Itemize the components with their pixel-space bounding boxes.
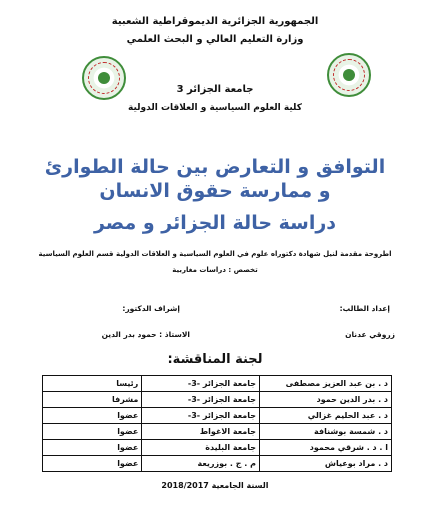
member-institution: جامعة الاغواط <box>142 424 260 440</box>
member-role: عضوا <box>43 456 142 472</box>
member-name: د . بن عبد العزيز مصطفى <box>259 376 391 392</box>
table-row <box>43 376 392 392</box>
member-role: عضوا <box>43 408 142 424</box>
member-name: د . مراد بوعياش <box>259 456 391 472</box>
member-institution: جامعة الجزائر -3- <box>142 408 260 424</box>
faculty-name: كلية العلوم السياسية و العلاقات الدولية <box>128 103 302 113</box>
supervisor-label: إشراف الدكتور: <box>122 304 180 313</box>
student-name: زروقي عدنان <box>345 330 395 339</box>
member-role: عضوا <box>43 440 142 456</box>
member-name: ا . د . شرقي محمود <box>259 440 391 456</box>
member-institution: جامعة الجزائر -3- <box>142 376 260 392</box>
table-row <box>43 408 392 424</box>
university-name: جامعة الجزائر 3 <box>176 84 254 95</box>
table-row <box>43 392 392 408</box>
table-row <box>43 424 392 440</box>
thesis-title-line2: و ممارسة حقوق الانسان <box>99 180 331 202</box>
thesis-description: اطروحة مقدمة لنيل شهادة دكتوراه علوم في العلوم السياسية و العلاقات الدولية قسم العلوم السياسية <box>38 250 392 258</box>
member-name: د . شمسة بوشنافة <box>259 424 391 440</box>
specialization: تخصص : دراسات مغاربية <box>172 266 258 274</box>
member-role: عضوا <box>43 424 142 440</box>
ministry-name: وزارة التعليم العالي و البحث العلمي <box>126 34 304 45</box>
supervisor-name: الاستاذ : حمود بدر الدين <box>101 330 190 339</box>
member-name: د . بدر الدين حمود <box>259 392 391 408</box>
republic-name: الجمهورية الجزائرية الديموقراطية الشعبية <box>111 16 319 27</box>
student-label: إعداد الطالب: <box>339 304 390 313</box>
member-role: رئيسا <box>43 376 142 392</box>
member-role: مشرفا <box>43 392 142 408</box>
thesis-title-line1: التوافق و التعارض بين حالة الطوارئ <box>44 156 386 178</box>
member-institution: جامعة الجزائر -3- <box>142 392 260 408</box>
committee-heading: لجنة المناقشة: <box>167 352 263 367</box>
academic-year: السنة الجامعية 2018/2017 <box>161 481 269 490</box>
committee-table <box>42 375 392 472</box>
table-row <box>43 440 392 456</box>
thesis-subtitle: دراسة حالة الجزائر و مصر <box>93 212 337 234</box>
member-institution: جامعة البليدة <box>142 440 260 456</box>
table-row <box>43 456 392 472</box>
member-institution: م . ج . بوزريعة <box>142 456 260 472</box>
member-name: د . عبد الحليم غزالي <box>259 408 391 424</box>
